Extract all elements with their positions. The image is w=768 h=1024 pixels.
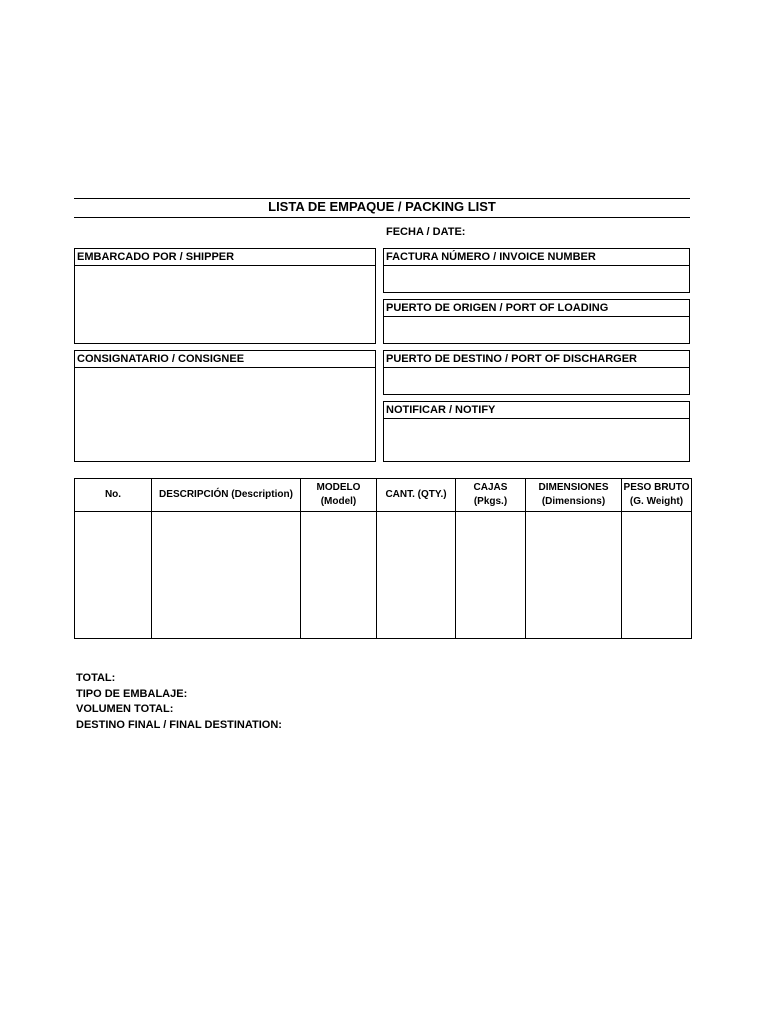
table-header-row — [75, 479, 692, 512]
invoice-number-label: FACTURA NÚMERO / INVOICE NUMBER — [384, 249, 689, 266]
consignee-box[interactable] — [74, 350, 376, 462]
packaging-type-label: TIPO DE EMBALAJE: — [76, 687, 188, 700]
column-header-quantity: CANT. (QTY.) — [377, 479, 456, 512]
total-volume-label: VOLUMEN TOTAL: — [76, 703, 174, 716]
summary-section — [76, 671, 282, 733]
table-row — [75, 512, 692, 639]
column-header-gross-weight: PESO BRUTO (G. Weight) — [622, 479, 692, 512]
port-of-loading-label: PUERTO DE ORIGEN / PORT OF LOADING — [384, 300, 689, 317]
cell-model[interactable] — [301, 512, 377, 639]
cell-dimensions[interactable] — [526, 512, 622, 639]
consignee-label: CONSIGNATARIO / CONSIGNEE — [75, 351, 375, 368]
final-destination-label: DESTINO FINAL / FINAL DESTINATION: — [76, 718, 282, 731]
notify-box[interactable] — [383, 401, 690, 462]
shipper-box[interactable] — [74, 248, 376, 344]
invoice-number-box[interactable] — [383, 248, 690, 293]
date-label: FECHA / DATE: — [386, 226, 466, 238]
column-header-description: DESCRIPCIÓN (Description) — [152, 479, 301, 512]
cell-packages[interactable] — [456, 512, 526, 639]
cell-no[interactable] — [75, 512, 152, 639]
shipper-label: EMBARCADO POR / SHIPPER — [75, 249, 375, 266]
page-title: LISTA DE EMPAQUE / PACKING LIST — [268, 199, 496, 214]
total-label: TOTAL: — [76, 672, 116, 684]
cell-quantity[interactable] — [377, 512, 456, 639]
port-of-loading-box[interactable] — [383, 299, 690, 344]
port-of-discharge-box[interactable] — [383, 350, 690, 395]
column-header-no: No. — [75, 479, 152, 512]
notify-label: NOTIFICAR / NOTIFY — [384, 402, 689, 419]
port-of-discharge-label: PUERTO DE DESTINO / PORT OF DISCHARGER — [384, 351, 689, 368]
cell-description[interactable] — [152, 512, 301, 639]
cell-gross-weight[interactable] — [622, 512, 692, 639]
column-header-model: MODELO (Model) — [301, 479, 377, 512]
title-bottom-rule — [74, 217, 690, 218]
column-header-packages: CAJAS (Pkgs.) — [456, 479, 526, 512]
column-header-dimensions: DIMENSIONES (Dimensions) — [526, 479, 622, 512]
items-table — [74, 478, 692, 639]
